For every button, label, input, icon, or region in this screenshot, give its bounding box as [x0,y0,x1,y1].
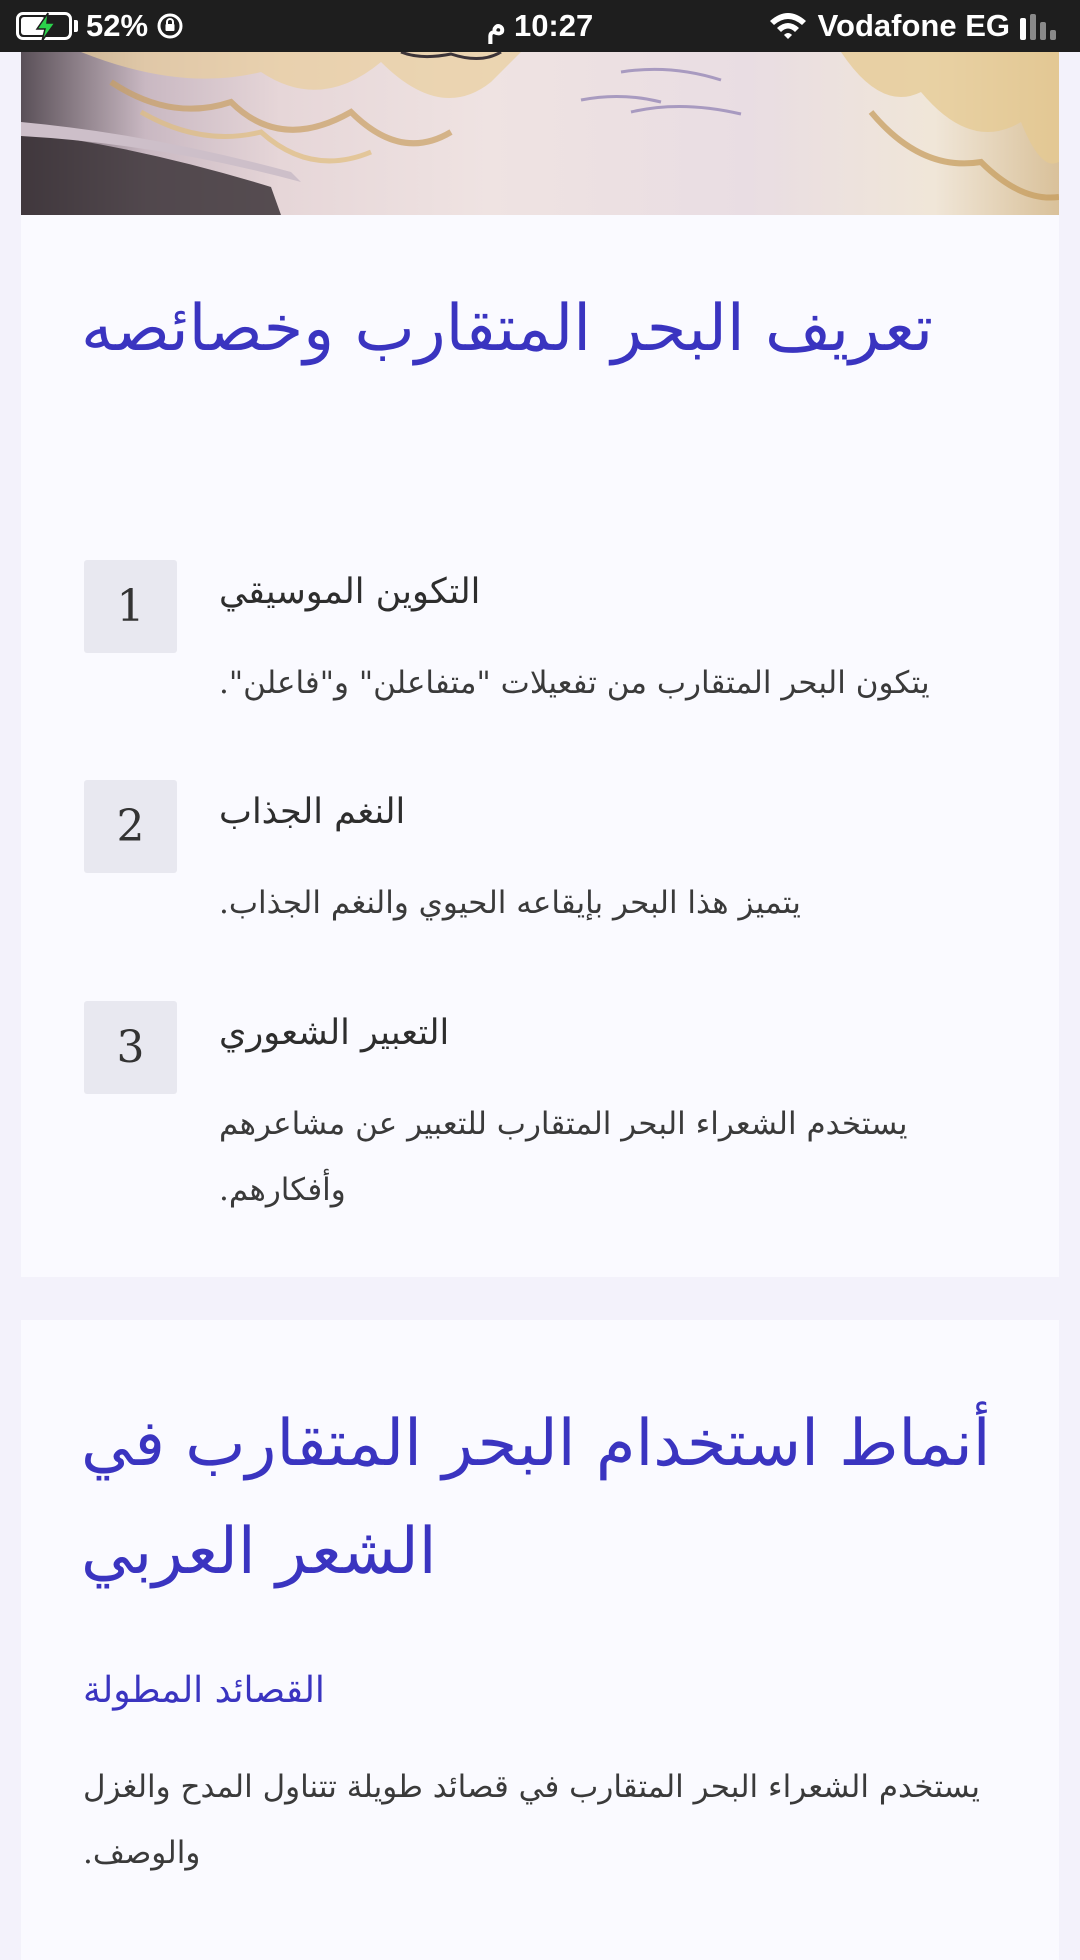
item-title: النغم الجذاب [219,792,406,832]
list-item [84,560,994,760]
subsection-description: يستخدم الشعراء البحر المتقارب في قصائد طويلة تتناول المدح والغزل والوصف. [83,1769,980,1871]
item-description: يتميز هذا البحر بإيقاعه الحيوي والنغم الجذاب. [219,885,801,921]
section-title: تعريف البحر المتقارب وخصائصه [81,292,934,366]
time: 10:27 [513,8,594,43]
list-item [84,1001,994,1261]
item-title: التكوين الموسيقي [219,572,481,612]
hero-book-image [21,52,1059,215]
carrier-name: Vodafone EG [817,8,1010,43]
battery-percent: 52% [86,8,149,43]
item-title: التعبير الشعوري [219,1013,450,1053]
signal-strength-icon [1020,12,1064,40]
list-item [84,780,994,980]
usage-patterns-card [21,1320,1059,1960]
item-number: 2 [84,780,177,873]
definition-card [21,215,1059,1277]
status-right [768,0,1064,52]
wifi-icon [768,11,808,41]
time-suffix: م [486,8,506,43]
item-number: 1 [84,560,177,653]
item-number: 3 [84,1001,177,1094]
item-description: يستخدم الشعراء البحر المتقارب للتعبير عن مشاعرهم وأفكارهم. [219,1106,908,1208]
section-title: أنماط استخدام البحر المتقارب في الشعر العربي [81,1407,991,1589]
item-description: يتكون البحر المتقارب من تفعيلات "متفاعلن" و"فاعلن". [219,665,930,701]
subsection-title: القصائد المطولة [83,1670,325,1711]
status-bar [0,0,1080,52]
